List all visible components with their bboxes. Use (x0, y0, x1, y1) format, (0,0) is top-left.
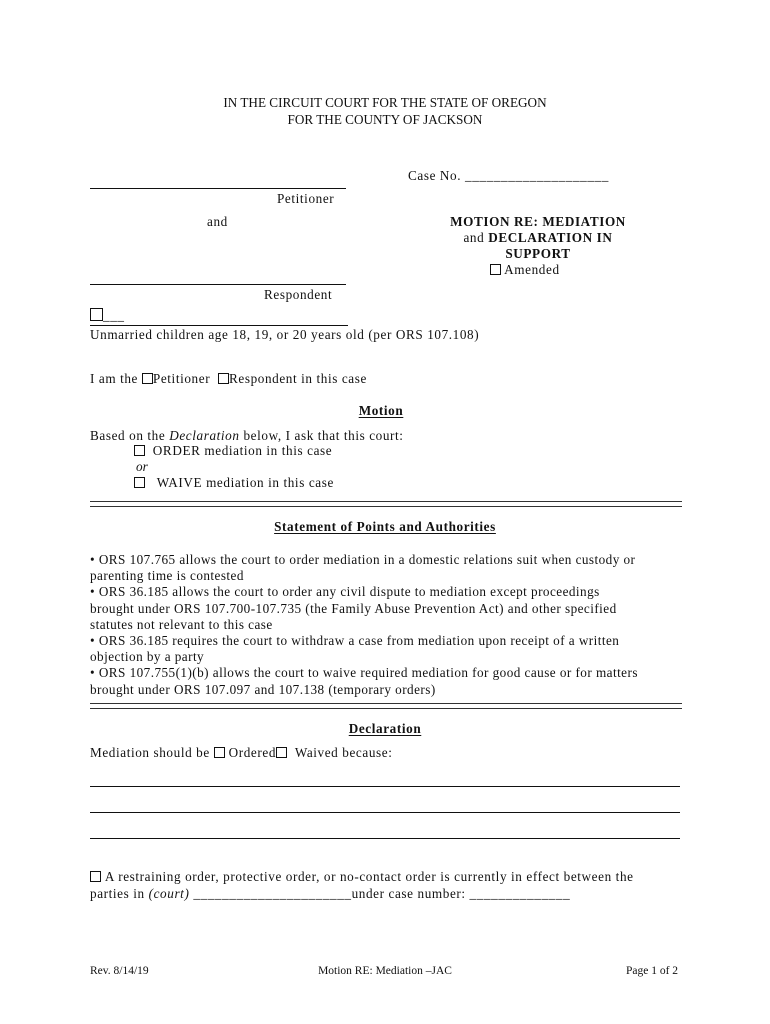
based-prefix: Based on the (90, 428, 170, 443)
statement-line: • ORS 36.185 allows the court to order any civil dispute to mediation except proceedings (90, 584, 600, 600)
parties-in-label: parties in (90, 886, 149, 901)
section-divider (90, 501, 682, 507)
motion-based-on (90, 428, 404, 444)
ordered-checkbox[interactable] (214, 747, 225, 758)
reason-line-3[interactable] (90, 838, 680, 839)
statement-line: • ORS 107.765 allows the court to order mediation in a domestic relations suit when custody or (90, 552, 636, 567)
statement-line: parenting time is contested (90, 568, 244, 584)
respondent-name-line[interactable] (90, 284, 346, 285)
petitioner-label: Petitioner (277, 191, 335, 206)
waive-mediation-checkbox[interactable] (134, 477, 145, 488)
restraining-order-text: A restraining order, protective order, or no-contact order is currently in effect between the (104, 869, 634, 884)
reason-line-1[interactable] (90, 786, 680, 787)
respondent-role-label: Respondent in this case (228, 371, 367, 386)
third-party-blank: ___ (103, 308, 125, 323)
court-heading-line2: FOR THE COUNTY OF JACKSON (287, 112, 483, 127)
amended-label: Amended (504, 262, 560, 277)
order-option (134, 443, 332, 459)
restraining-order-checkbox[interactable] (90, 871, 101, 882)
mediation-prefix: Mediation should be (90, 745, 214, 760)
waive-mediation-label: WAIVE mediation in this case (156, 475, 334, 490)
waived-checkbox[interactable] (276, 747, 287, 758)
statement-line: • ORS 36.185 requires the court to withdraw a case from mediation upon receipt of a written (90, 633, 620, 649)
unmarried-children-label: Unmarried children age 18, 19, or 20 years old (per ORS 107.108) (90, 327, 480, 342)
petitioner-name-line[interactable] (90, 188, 346, 189)
motion-title-line2 (420, 230, 656, 246)
iam-prefix: I am the (90, 371, 142, 386)
motion-title-line1: MOTION RE: MEDIATION (450, 214, 626, 229)
restraining-order-line2 (90, 886, 570, 902)
and-label: and (207, 214, 228, 229)
court-heading-line1: IN THE CIRCUIT COURT FOR THE STATE OF OREGON (223, 95, 547, 110)
based-suffix: below, I ask that this court: (239, 428, 404, 443)
motion-heading: Motion (358, 403, 404, 418)
respondent-role-checkbox[interactable] (218, 373, 229, 384)
motion-title-line3: SUPPORT (505, 246, 571, 261)
party-role-line (90, 371, 367, 387)
amended-option (490, 262, 560, 278)
statement-body (90, 552, 680, 698)
statement-line: statutes not relevant to this case (90, 616, 273, 632)
petitioner-role-checkbox[interactable] (142, 373, 153, 384)
restraining-order-line1 (90, 869, 634, 885)
or-label: or (136, 459, 148, 474)
statement-line: • ORS 107.755(1)(b) allows the court to waive required mediation for good cause or for matters (90, 665, 638, 681)
motion-title-and: and (463, 230, 489, 245)
mediation-should-be-line (90, 745, 392, 761)
page-number: Page 1 of 2 (626, 965, 679, 977)
third-party-checkbox[interactable] (90, 308, 103, 321)
order-mediation-checkbox[interactable] (134, 445, 145, 456)
third-party-option (90, 308, 125, 324)
third-party-name-line[interactable] (90, 325, 348, 326)
based-declaration-ref: Declaration (169, 428, 240, 443)
footer-form-name: Motion RE: Mediation –JAC (318, 965, 452, 977)
statement-heading: Statement of Points and Authorities (274, 519, 496, 534)
case-number-field[interactable]: Case No. ____________________ (408, 168, 609, 183)
court-label: (court) (148, 886, 190, 901)
statement-line: brought under ORS 107.097 and 107.138 (temporary orders) (90, 681, 436, 697)
ordered-label: Ordered (228, 745, 277, 760)
amended-checkbox[interactable] (490, 264, 501, 275)
motion-title-declaration: DECLARATION IN (488, 230, 613, 245)
court-and-case-number-fields[interactable]: ______________________under case number: ______________ (189, 886, 571, 901)
order-mediation-label: ORDER mediation in this case (152, 443, 333, 458)
waive-option (134, 475, 334, 491)
section-divider (90, 703, 682, 709)
petitioner-role-label: Petitioner (152, 371, 211, 386)
statement-line: objection by a party (90, 649, 205, 665)
reason-line-2[interactable] (90, 812, 680, 813)
revision-date: Rev. 8/14/19 (90, 965, 149, 977)
declaration-heading: Declaration (348, 721, 422, 736)
waived-label: Waived because: (294, 745, 393, 760)
respondent-label: Respondent (264, 287, 333, 302)
statement-line: brought under ORS 107.700-107.735 (the Family Abuse Prevention Act) and other specified (90, 600, 617, 616)
